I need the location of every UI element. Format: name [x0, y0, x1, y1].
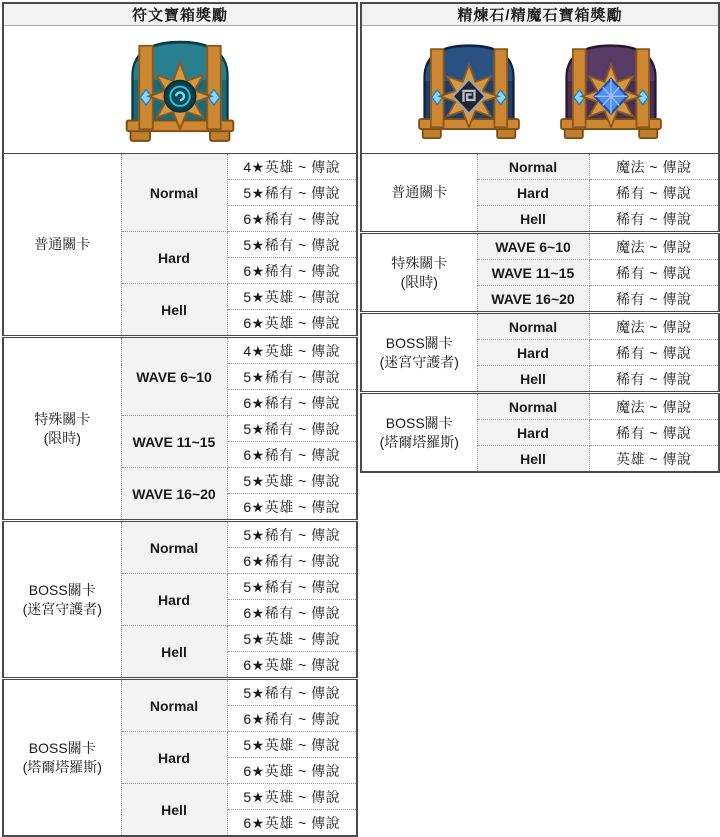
- stage-label: (迷宮守護者): [379, 353, 459, 370]
- difficulty-cell: Normal: [121, 521, 227, 574]
- stage-label: (限時): [400, 273, 438, 290]
- difficulty-cell: Hard: [121, 232, 227, 284]
- reward-cell: 6★稀有 ~ 傳說: [227, 390, 357, 416]
- table-row: [361, 233, 719, 260]
- reward-cell: 5★英雄 ~ 傳說: [227, 468, 357, 494]
- table-row: [361, 313, 719, 340]
- reward-cell: 魔法 ~ 傳說: [589, 154, 719, 180]
- stage-label: (迷宮守護者): [22, 600, 102, 617]
- reward-cell: 魔法 ~ 傳說: [589, 313, 719, 340]
- table-title: 符文寶箱獎勵: [3, 3, 357, 26]
- difficulty-cell: Normal: [477, 313, 589, 340]
- stage-cell: [3, 337, 121, 521]
- difficulty-cell: WAVE 16~20: [477, 286, 589, 313]
- stone-chest-reward-table: [360, 2, 720, 473]
- reward-cell: 6★英雄 ~ 傳說: [227, 494, 357, 521]
- rune-chest-reward-table: [2, 2, 358, 837]
- difficulty-cell: Hell: [477, 446, 589, 473]
- reward-cell: 6★稀有 ~ 傳說: [227, 206, 357, 232]
- difficulty-cell: WAVE 6~10: [121, 337, 227, 416]
- difficulty-cell: Hard: [477, 180, 589, 206]
- reward-cell: 稀有 ~ 傳說: [589, 260, 719, 286]
- chest-image-row: [361, 26, 719, 154]
- reward-cell: 稀有 ~ 傳說: [589, 286, 719, 313]
- reward-cell: 英雄 ~ 傳說: [589, 446, 719, 473]
- reward-cell: 5★稀有 ~ 傳說: [227, 180, 357, 206]
- reward-cell: 5★稀有 ~ 傳說: [227, 232, 357, 258]
- stage-cell: [3, 154, 121, 337]
- reward-cell: 稀有 ~ 傳說: [589, 340, 719, 366]
- stage-label: BOSS關卡: [385, 415, 453, 432]
- stage-label: (限時): [43, 429, 81, 446]
- difficulty-cell: WAVE 11~15: [121, 416, 227, 468]
- reward-cell: 6★英雄 ~ 傳說: [227, 810, 357, 837]
- stage-label: 特殊關卡: [391, 255, 448, 272]
- difficulty-cell: Hell: [477, 206, 589, 233]
- stage-label: BOSS關卡: [28, 582, 96, 599]
- difficulty-cell: Normal: [477, 154, 589, 180]
- stage-cell: [361, 393, 477, 473]
- table-row: [3, 154, 357, 180]
- reward-cell: 6★稀有 ~ 傳說: [227, 258, 357, 284]
- chest-image-row: [3, 26, 357, 154]
- stage-cell: [3, 679, 121, 837]
- reward-cell: 4★英雄 ~ 傳說: [227, 154, 357, 180]
- stage-cell: [3, 521, 121, 679]
- reward-cell: 稀有 ~ 傳說: [589, 420, 719, 446]
- reward-cell: 6★稀有 ~ 傳說: [227, 442, 357, 468]
- stage-label: 特殊關卡: [34, 411, 91, 428]
- table-row: [361, 154, 719, 180]
- table-row: [3, 679, 357, 706]
- stone-chest-reward-table-body: [361, 3, 719, 472]
- reward-cell: 6★稀有 ~ 傳說: [227, 548, 357, 574]
- difficulty-cell: WAVE 16~20: [121, 468, 227, 521]
- difficulty-cell: Hell: [477, 366, 589, 393]
- reward-cell: 5★英雄 ~ 傳說: [227, 626, 357, 652]
- reward-cell: 5★英雄 ~ 傳說: [227, 284, 357, 310]
- reward-cell: 5★稀有 ~ 傳說: [227, 574, 357, 600]
- rune-chest-icon: [117, 35, 243, 144]
- table-row: [3, 521, 357, 548]
- difficulty-cell: Hard: [121, 574, 227, 626]
- difficulty-cell: Normal: [121, 679, 227, 732]
- reward-cell: 4★英雄 ~ 傳說: [227, 337, 357, 364]
- stage-label: (塔爾塔羅斯): [22, 758, 102, 775]
- difficulty-cell: WAVE 11~15: [477, 260, 589, 286]
- difficulty-cell: Hard: [477, 420, 589, 446]
- reward-cell: 稀有 ~ 傳說: [589, 206, 719, 233]
- difficulty-cell: Hell: [121, 784, 227, 837]
- reward-cell: 稀有 ~ 傳說: [589, 366, 719, 393]
- reward-cell: 6★稀有 ~ 傳說: [227, 706, 357, 732]
- reward-cell: 6★英雄 ~ 傳說: [227, 652, 357, 679]
- table-row: [3, 337, 357, 364]
- reward-cell: 魔法 ~ 傳說: [589, 233, 719, 260]
- stage-label: 普通關卡: [34, 236, 91, 253]
- reward-cell: 6★英雄 ~ 傳說: [227, 310, 357, 337]
- refine-stone-chest-icon: [410, 38, 528, 142]
- difficulty-cell: Hard: [477, 340, 589, 366]
- stage-label: BOSS關卡: [385, 335, 453, 352]
- difficulty-cell: WAVE 6~10: [477, 233, 589, 260]
- reward-cell: 5★稀有 ~ 傳說: [227, 364, 357, 390]
- difficulty-cell: Hell: [121, 626, 227, 679]
- reward-cell: 稀有 ~ 傳說: [589, 180, 719, 206]
- stage-cell: [361, 313, 477, 393]
- stage-label: 普通關卡: [391, 184, 448, 201]
- difficulty-cell: Normal: [477, 393, 589, 420]
- difficulty-cell: Normal: [121, 154, 227, 232]
- table-title: 精煉石/精魔石寶箱獎勵: [361, 3, 719, 26]
- reward-cell: 5★英雄 ~ 傳說: [227, 784, 357, 810]
- reward-cell: 5★稀有 ~ 傳說: [227, 416, 357, 442]
- difficulty-cell: Hell: [121, 284, 227, 337]
- rune-chest-reward-table-body: [3, 3, 357, 836]
- reward-cell: 5★稀有 ~ 傳說: [227, 679, 357, 706]
- difficulty-cell: Hard: [121, 732, 227, 784]
- reward-cell: 6★英雄 ~ 傳說: [227, 758, 357, 784]
- table-title-row: [3, 3, 357, 26]
- stage-label: (塔爾塔羅斯): [379, 433, 459, 450]
- stage-cell: [361, 233, 477, 313]
- magic-stone-chest-icon: [552, 38, 670, 142]
- reward-cell: 5★英雄 ~ 傳說: [227, 732, 357, 758]
- stage-cell: [361, 154, 477, 233]
- reward-cell: 6★稀有 ~ 傳說: [227, 600, 357, 626]
- reward-cell: 5★稀有 ~ 傳說: [227, 521, 357, 548]
- table-title-row: [361, 3, 719, 26]
- table-row: [361, 393, 719, 420]
- reward-cell: 魔法 ~ 傳說: [589, 393, 719, 420]
- stage-label: BOSS關卡: [28, 740, 96, 757]
